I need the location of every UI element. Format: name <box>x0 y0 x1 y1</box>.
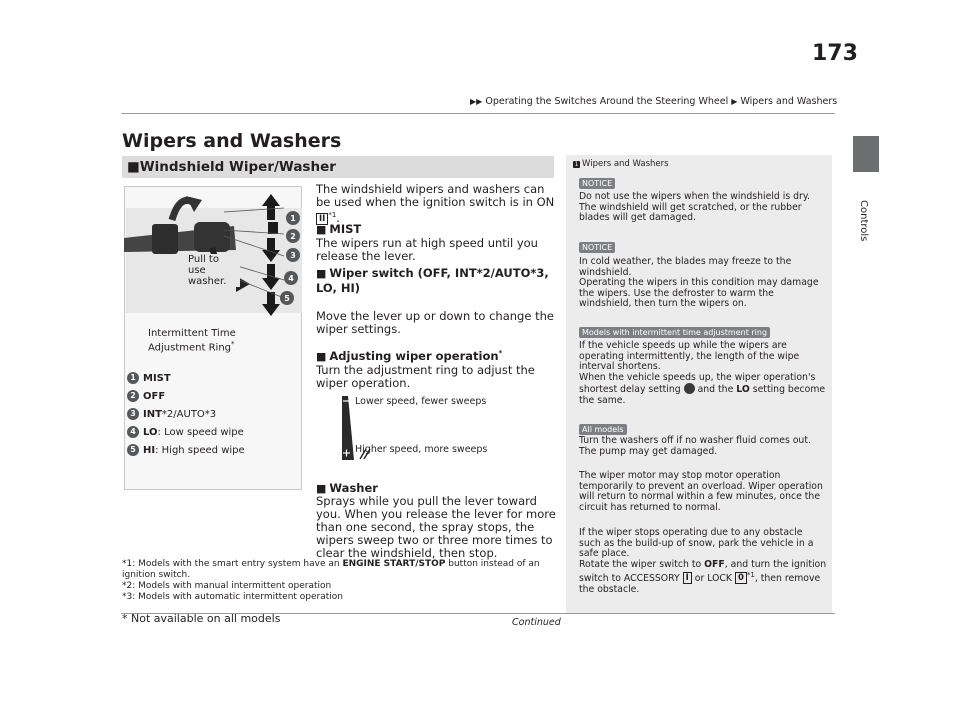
legend-item-5 <box>127 444 245 456</box>
legend-label: HI <box>143 444 156 456</box>
legend-label: INT <box>143 408 162 420</box>
notice-badge: NOTICE <box>579 178 615 189</box>
legend-item-3 <box>127 408 216 420</box>
notice-text-2: In cold weather, the blades may freeze to the windshield. Operating the wipers in this condition may damage the wipers. Use the defroster to warm the windshield, then turn the wipers on. <box>579 256 819 309</box>
callout-number-5: 5 <box>284 294 290 303</box>
ring-label <box>148 328 236 353</box>
chapter-tab[interactable] <box>853 136 879 172</box>
breadcrumb-arrow-icon: ▶ <box>731 97 738 106</box>
adjusting-text: Turn the adjustment ring to adjust the wiper operation. <box>316 363 535 390</box>
ring-label-text: Intermittent Time Adjustment Ring <box>148 328 236 354</box>
ignition-on-key-icon: II <box>316 213 328 225</box>
page-title: Wipers and Washers <box>122 130 342 152</box>
obstacle-text: If the wiper stops operating due to any obstacle such as the build-up of snow, park the vehicle in a safe place. Rotate the wiper switch to OFF, and turn the ignition switch to ACCESSORY I or LOCK 0 $^{*1}$, then remove the obstacle. <box>579 527 827 595</box>
legend-label: LO <box>143 426 158 438</box>
lo-setting-term: LO <box>736 384 750 395</box>
legend-number: 1 <box>127 372 139 384</box>
mist-text: The wipers run at high speed until you release the lever. <box>316 236 538 263</box>
callout-number-4: 4 <box>288 274 294 283</box>
speed-scale-wedge <box>342 396 354 460</box>
callout-number-3: 3 <box>290 251 296 260</box>
ring-label-sup: * <box>231 340 235 348</box>
page-number: 173 <box>812 41 858 66</box>
interval-text: If the vehicle speeds up while the wipers are operating intermittently, the length of the wipe interval shortens. When the vehicle speeds up, the wiper operation's shortest delay setting and the LO setting become the same. <box>579 340 826 406</box>
legend-desc: : Low speed wipe <box>157 426 244 438</box>
legend-number: 2 <box>127 390 139 402</box>
top-divider <box>121 113 835 114</box>
engine-start-stop-term: ENGINE START/STOP <box>342 559 446 569</box>
all-models-badge: All models <box>579 424 627 435</box>
lock-key-icon: 0 <box>735 572 747 584</box>
legend-label: OFF <box>143 390 166 402</box>
washer-heading: ■ Washer <box>316 481 378 495</box>
notes-heading: 1 Wipers and Washers <box>574 159 669 169</box>
callout-number-2: 2 <box>290 232 296 241</box>
continued-label: Continued <box>512 617 561 628</box>
adjusting-heading-sup: * <box>498 349 503 358</box>
accessory-key-icon: I <box>683 572 692 584</box>
intro-text: The windshield wipers and washers can be used when the ignition switch is in ON II $^{*1}$. <box>316 182 555 225</box>
breadcrumb-item[interactable]: Operating the Switches Around the Steering Wheel <box>485 96 729 107</box>
chapter-label: Controls <box>858 200 869 242</box>
pull-label: Pull to use washer. <box>188 254 240 287</box>
legend-item-2 <box>127 390 165 402</box>
off-term: OFF <box>704 558 725 570</box>
breadcrumb-arrow-icon: ▶▶ <box>470 97 483 106</box>
delay-setting-icon <box>684 383 695 394</box>
not-available-note: * Not available on all models <box>122 612 281 625</box>
legend-number: 4 <box>127 426 139 438</box>
wiper-switch-heading: ■ Wiper switch (OFF, INT*2/AUTO*3, LO, HI) <box>316 266 549 295</box>
footnotes <box>122 559 562 603</box>
legend-label: MIST <box>143 372 171 384</box>
legend-number: 3 <box>127 408 139 420</box>
intro-body: The windshield wipers and washers can be used when the ignition switch is in ON <box>316 182 555 209</box>
footnote-3: *3: Models with automatic intermittent operation <box>122 592 344 602</box>
washer-text: Sprays while you pull the lever toward you. When you release the lever for more than one second, the spray stops, the wipers sweep two or three more times to clear the windshield, then stop. <box>316 494 556 560</box>
lower-speed-label: Lower speed, fewer sweeps <box>355 396 487 407</box>
legend-item-4 <box>127 426 244 438</box>
mist-heading: ■ MIST <box>316 222 362 236</box>
wiper-switch-text: Move the lever up or down to change the wiper settings. <box>316 309 554 336</box>
legend-number: 5 <box>127 444 139 456</box>
models-badge: Models with intermittent time adjustment ring <box>579 327 770 338</box>
breadcrumb-item[interactable]: Wipers and Washers <box>740 96 838 107</box>
lever-tip <box>194 222 230 252</box>
higher-speed-label: Higher speed, more sweeps <box>355 444 488 455</box>
overload-text: The wiper motor may stop motor operation temporarily to prevent an overload. Wiper operation will return to normal within a few minutes, once the circuit has returned to normal. <box>579 470 823 513</box>
footnote-2: *2: Models with manual intermittent operation <box>122 581 332 591</box>
notice-badge: NOTICE <box>579 242 615 253</box>
footnote-1: *1: Models with the smart entry system have an ENGINE START/STOP button instead of an ignition switch. <box>122 559 540 580</box>
washer-fluid-text: Turn the washers off if no washer fluid comes out. The pump may get damaged. <box>579 435 811 457</box>
callout-number-1: 1 <box>290 214 296 223</box>
note-marker-icon: 1 <box>574 161 579 168</box>
intro-footnote-ref[interactable]: *1 <box>328 211 337 219</box>
adjusting-heading: ■ Adjusting wiper operation* <box>316 349 503 363</box>
obstacle-footnote-ref[interactable]: *1 <box>746 571 755 579</box>
up-arrow-2-icon <box>268 222 278 234</box>
notice-text-1: Do not use the wipers when the windshield is dry. The windshield will get scratched, or the rubber blades will get damaged. <box>579 191 811 223</box>
section-title: ■Windshield Wiper/Washer <box>127 159 336 175</box>
legend-desc: *2/AUTO*3 <box>161 408 217 420</box>
lever-ring <box>152 224 178 254</box>
breadcrumb <box>470 96 837 107</box>
legend-item-1 <box>127 372 171 384</box>
legend-desc: : High speed wipe <box>155 444 245 456</box>
